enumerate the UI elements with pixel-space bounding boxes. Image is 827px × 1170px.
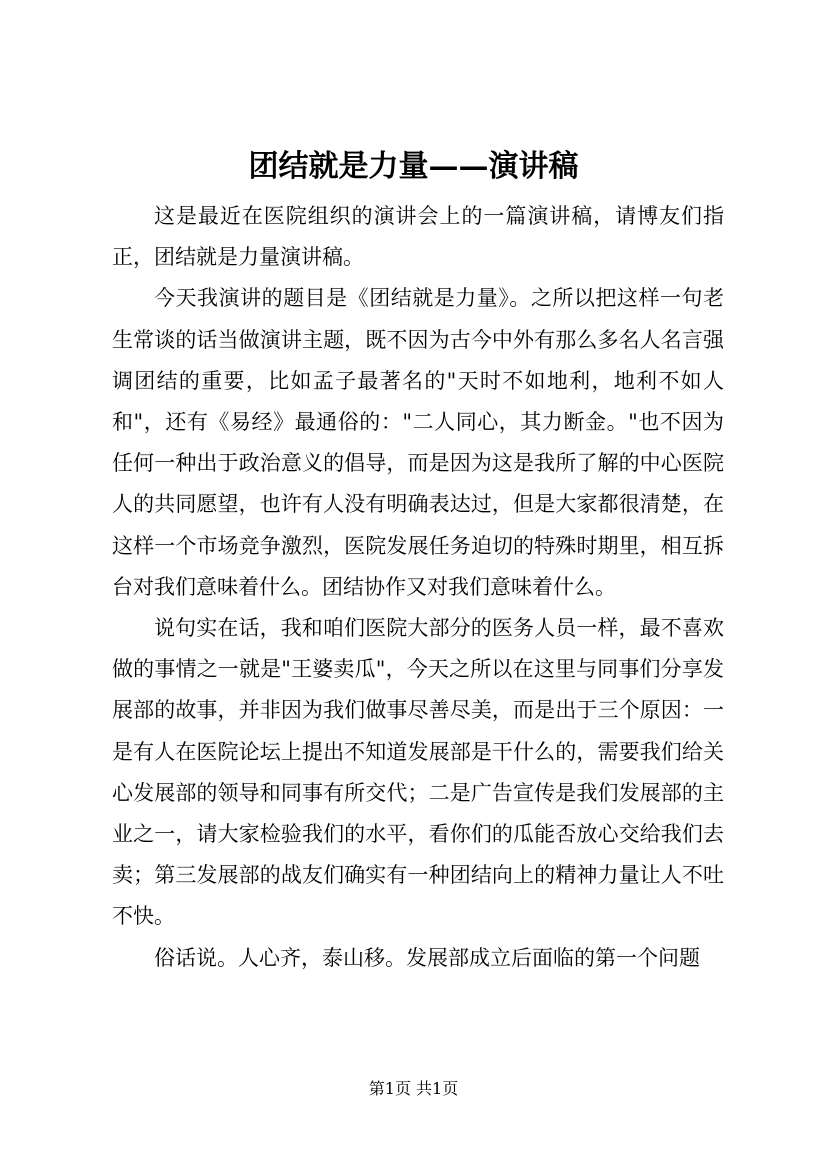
document-title: 团结就是力量——演讲稿 xyxy=(248,149,579,184)
paragraph-intro: 这是最近在医院组织的演讲会上的一篇演讲稿，请博友们指正，团结就是力量演讲稿。 xyxy=(112,204,724,270)
paragraph-reasons: 说句实在话，我和咱们医院大部分的医务人员一样，最不喜欢做的事情之一就是"王婆卖瓜"，今天之所以在这里与同事们分享发展部的故事，并非因为我们做事尽善尽美，而是出于三个原因：一是有人在医院论坛上提出不知道发展部是干什么的，需要我们给关心发展部的领导和同事有所交代；二是广告宣传是我们发展部的主业之一，请大家检验我们的水平，看你们的瓜能否放心交给我们去卖；第三发展部的战友们确实有一种团结向上的精神力量让人不吐不快。 xyxy=(112,616,724,929)
paragraph-topic: 今天我演讲的题目是《团结就是力量》。之所以把这样一句老生常谈的话当做演讲主题，既不因为古今中外有那么多名人名言强调团结的重要，比如孟子最著名的"天时不如地利，地利不如人和"，还有《易经》最通俗的："二人同心，其力断金。"也不因为任何一种出于政治意义的倡导，而是因为这是我所了解的中心医院人的共同愿望，也许有人没有明确表达过，但是大家都很清楚，在这样一个市场竞争激烈，医院发展任务迫切的特殊时期里，相互拆台对我们意味着什么。团结协作又对我们意味着什么。 xyxy=(112,286,724,599)
paragraph-proverb: 俗话说。人心齐，泰山移。发展部成立后面临的第一个问题 xyxy=(154,945,700,970)
document-body xyxy=(112,196,724,979)
page-footer: 第1页 共1页 xyxy=(368,1079,459,1098)
